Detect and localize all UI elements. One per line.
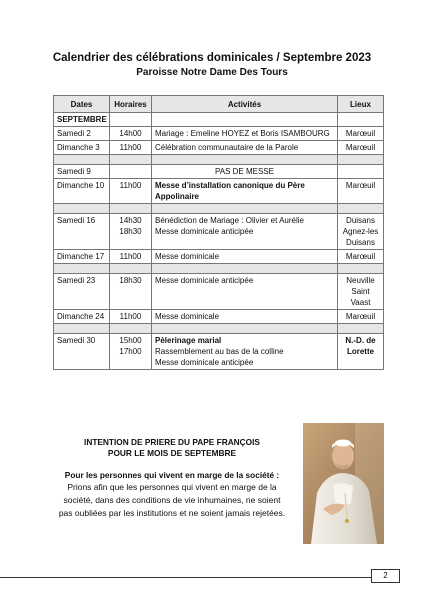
pope-francis-photo (303, 423, 384, 544)
row-activity-line: Rassemblement au bas de la colline (155, 347, 284, 356)
row-date: Dimanche 10 (54, 179, 110, 204)
row-activity: Mariage : Emeline HOYEZ et Boris ISAMBOURG (152, 127, 338, 141)
table-row (54, 250, 384, 264)
page-number: 2 (371, 569, 400, 583)
row-time: 18h30 (110, 274, 152, 310)
table-header-row (54, 96, 384, 113)
intention-body-line: société, dans des conditions de vie inhumaines, ne soient (63, 495, 281, 505)
intention-heading-line: INTENTION DE PRIERE DU PAPE FRANÇOIS (84, 437, 260, 447)
row-place: Marœuil (338, 127, 384, 141)
prayer-intention (52, 437, 292, 520)
row-place: Marœuil (338, 250, 384, 264)
row-activity: Messe dominicale (152, 310, 338, 324)
row-place: Marœuil (338, 179, 384, 204)
table-row (54, 334, 384, 370)
row-time-line: 14h30 (119, 216, 142, 225)
row-date: Dimanche 24 (54, 310, 110, 324)
intention-heading-line: POUR LE MOIS DE SEPTEMBRE (107, 448, 237, 458)
table-row (54, 141, 384, 155)
row-time: 11h00 (110, 141, 152, 155)
row-place (338, 165, 384, 179)
row-place: Marœuil (338, 310, 384, 324)
row-activity (152, 334, 338, 370)
separator-row (54, 264, 384, 274)
row-time-line: 15h00 (119, 336, 142, 345)
row-time (110, 214, 152, 250)
row-date: Samedi 30 (54, 334, 110, 370)
row-date: Dimanche 3 (54, 141, 110, 155)
row-activity (152, 214, 338, 250)
row-activity: Messe dominicale (152, 250, 338, 264)
celebration-calendar-table (53, 95, 384, 370)
separator-row (54, 324, 384, 334)
table-row (54, 310, 384, 324)
row-activity-line: Pèlerinage marial (155, 336, 222, 345)
header-times: Horaires (110, 96, 152, 113)
table-row (54, 179, 384, 204)
row-date: Samedi 9 (54, 165, 110, 179)
row-time-line: 17h00 (119, 347, 142, 356)
row-time: 11h00 (110, 179, 152, 204)
row-time-line: 18h30 (119, 227, 142, 236)
row-date: Samedi 16 (54, 214, 110, 250)
month-label: SEPTEMBRE (54, 113, 110, 127)
table-row (54, 127, 384, 141)
table-row (54, 214, 384, 250)
table-row (54, 274, 384, 310)
row-time: 11h00 (110, 250, 152, 264)
footer-rule (0, 577, 395, 578)
row-activity: PAS DE MESSE (152, 165, 338, 179)
row-time: 11h00 (110, 310, 152, 324)
row-activity-line: Messe dominicale anticipée (155, 227, 254, 236)
page-title: Calendrier des célébrations dominicales / Septembre 2023 (52, 52, 372, 64)
row-time: 14h00 (110, 127, 152, 141)
row-place (338, 214, 384, 250)
month-row (54, 113, 384, 127)
parish-subtitle: Paroisse Notre Dame Des Tours (136, 67, 288, 78)
row-activity-line: Bénédiction de Mariage : Olivier et Aurélie (155, 216, 304, 225)
row-activity: Célébration communautaire de la Parole (152, 141, 338, 155)
row-time (110, 165, 152, 179)
row-place-line: Duisans (346, 216, 375, 225)
row-date: Samedi 23 (54, 274, 110, 310)
intention-body-line: pas oubliées par les institutions et ne soient jamais rejetées. (58, 508, 286, 518)
intention-subheading: Pour les personnes qui vivent en marge de la société : (64, 470, 280, 480)
separator-row (54, 155, 384, 165)
header-places: Lieux (338, 96, 384, 113)
row-date: Samedi 2 (54, 127, 110, 141)
row-place: Neuville Saint Vaast (338, 274, 384, 310)
row-time (110, 334, 152, 370)
table-row (54, 165, 384, 179)
header-activities: Activités (152, 96, 338, 113)
row-place: Marœuil (338, 141, 384, 155)
row-place-line: Agnez-les Duisans (342, 227, 379, 247)
row-activity-line: Messe dominicale anticipée (155, 358, 254, 367)
intention-body-line: Prions afin que les personnes qui vivent en marge de la (67, 482, 277, 492)
row-date: Dimanche 17 (54, 250, 110, 264)
row-activity: Messe dominicale anticipée (152, 274, 338, 310)
row-place: N.-D. de Lorette (338, 334, 384, 370)
header-dates: Dates (54, 96, 110, 113)
row-activity: Messe d’installation canonique du Père Appolinaire (152, 179, 338, 204)
separator-row (54, 204, 384, 214)
